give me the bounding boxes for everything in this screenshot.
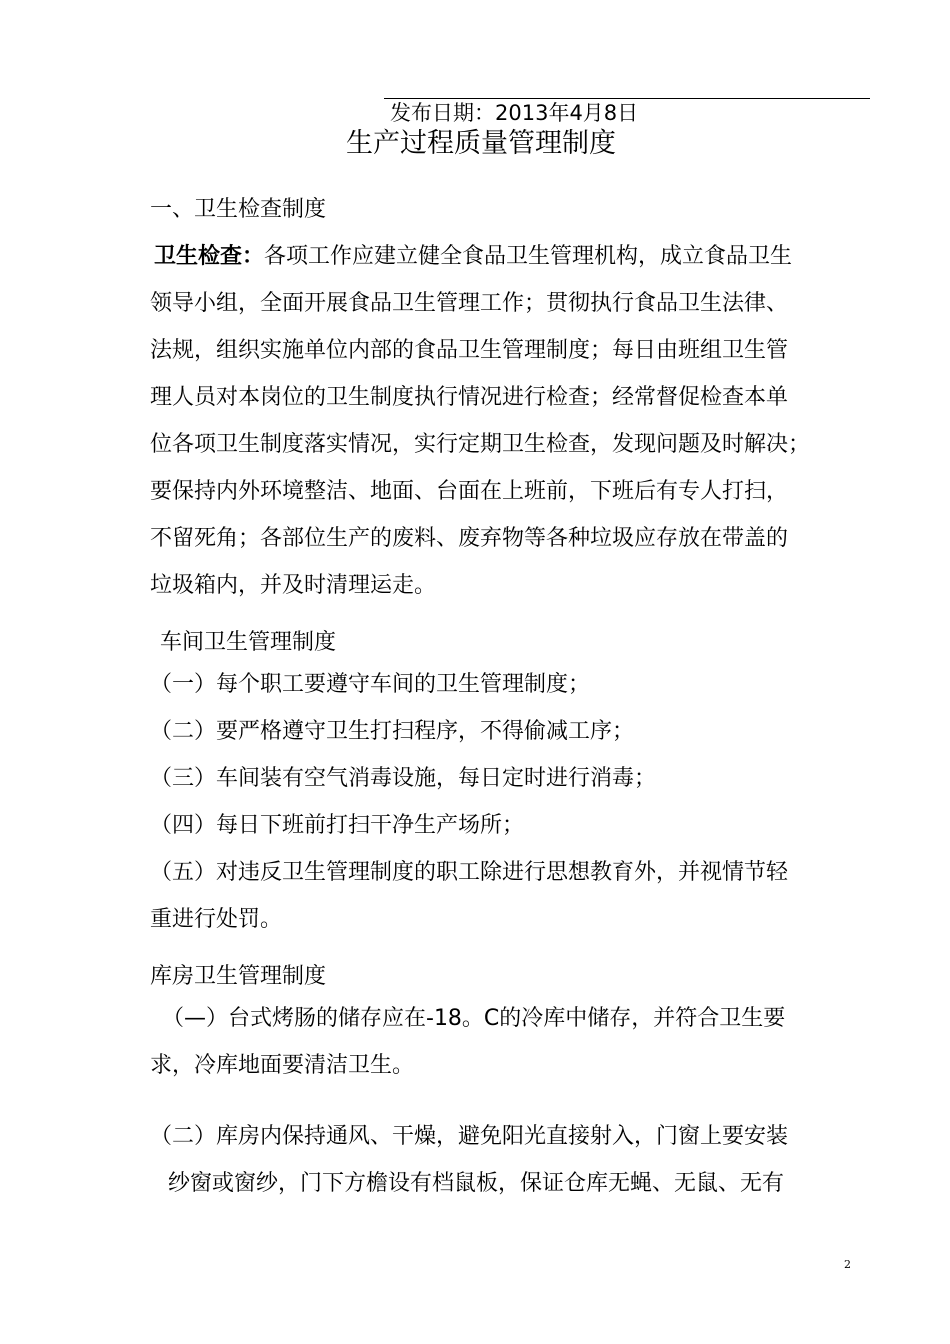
section-heading-warehouse-hygiene: 库房卫生管理制度 (150, 964, 327, 989)
paragraph-line: 理人员对本岗位的卫生制度执行情况进行检查；经常督促检查本单 (150, 385, 789, 410)
paragraph-line: 位各项卫生制度落实情况，实行定期卫生检查，发现问题及时解决； (150, 432, 811, 457)
list-item-continuation: 纱窗或窗纱，门下方檐设有档鼠板，保证仓库无蝇、无鼠、无有 (168, 1171, 785, 1196)
section-heading-workshop-hygiene: 车间卫生管理制度 (160, 630, 337, 655)
paragraph-line: 领导小组，全面开展食品卫生管理工作；贯彻执行食品卫生法律、 (150, 291, 789, 316)
section-heading-hygiene-inspection: 一、卫生检查制度 (150, 197, 327, 222)
list-item: （三）车间装有空气消毒设施，每日定时进行消毒； (150, 766, 657, 791)
list-item: （一）每个职工要遵守车间的卫生管理制度； (150, 672, 591, 697)
list-item: （二）要严格遵守卫生打扫程序，不得偷减工序； (150, 719, 635, 744)
inspection-lead-label: 卫生检查： (154, 244, 265, 269)
paragraph-line: 要保持内外环境整洁、地面、台面在上班前，下班后有专人打扫， (150, 479, 789, 504)
paragraph-text: 各项工作应建立健全食品卫生管理机构，成立食品卫生 (264, 244, 793, 269)
list-item: （二）库房内保持通风、干燥，避免阳光直接射入，门窗上要安装 (150, 1124, 789, 1149)
list-item: （五）对违反卫生管理制度的职工除进行思想教育外，并视情节轻 (150, 860, 789, 885)
list-item-continuation: 求，冷库地面要清洁卫生。 (150, 1053, 415, 1078)
paragraph-line: 垃圾箱内，并及时清理运走。 (150, 573, 437, 598)
document-title: 生产过程质量管理制度 (346, 128, 616, 159)
publish-date: 发布日期：2013年4月8日 (390, 101, 639, 125)
list-item: （—）台式烤肠的储存应在-18。C的冷库中储存，并符合卫生要 (162, 1006, 786, 1031)
paragraph-line (154, 242, 792, 272)
paragraph-line: 不留死角；各部位生产的废料、废弃物等各种垃圾应存放在带盖的 (150, 526, 789, 551)
list-item-continuation: 重进行处罚。 (150, 907, 283, 932)
page-number: 2 (844, 1258, 851, 1271)
paragraph-line: 法规，组织实施单位内部的食品卫生管理制度；每日由班组卫生管 (150, 338, 789, 363)
list-item: （四）每日下班前打扫干净生产场所； (150, 813, 525, 838)
